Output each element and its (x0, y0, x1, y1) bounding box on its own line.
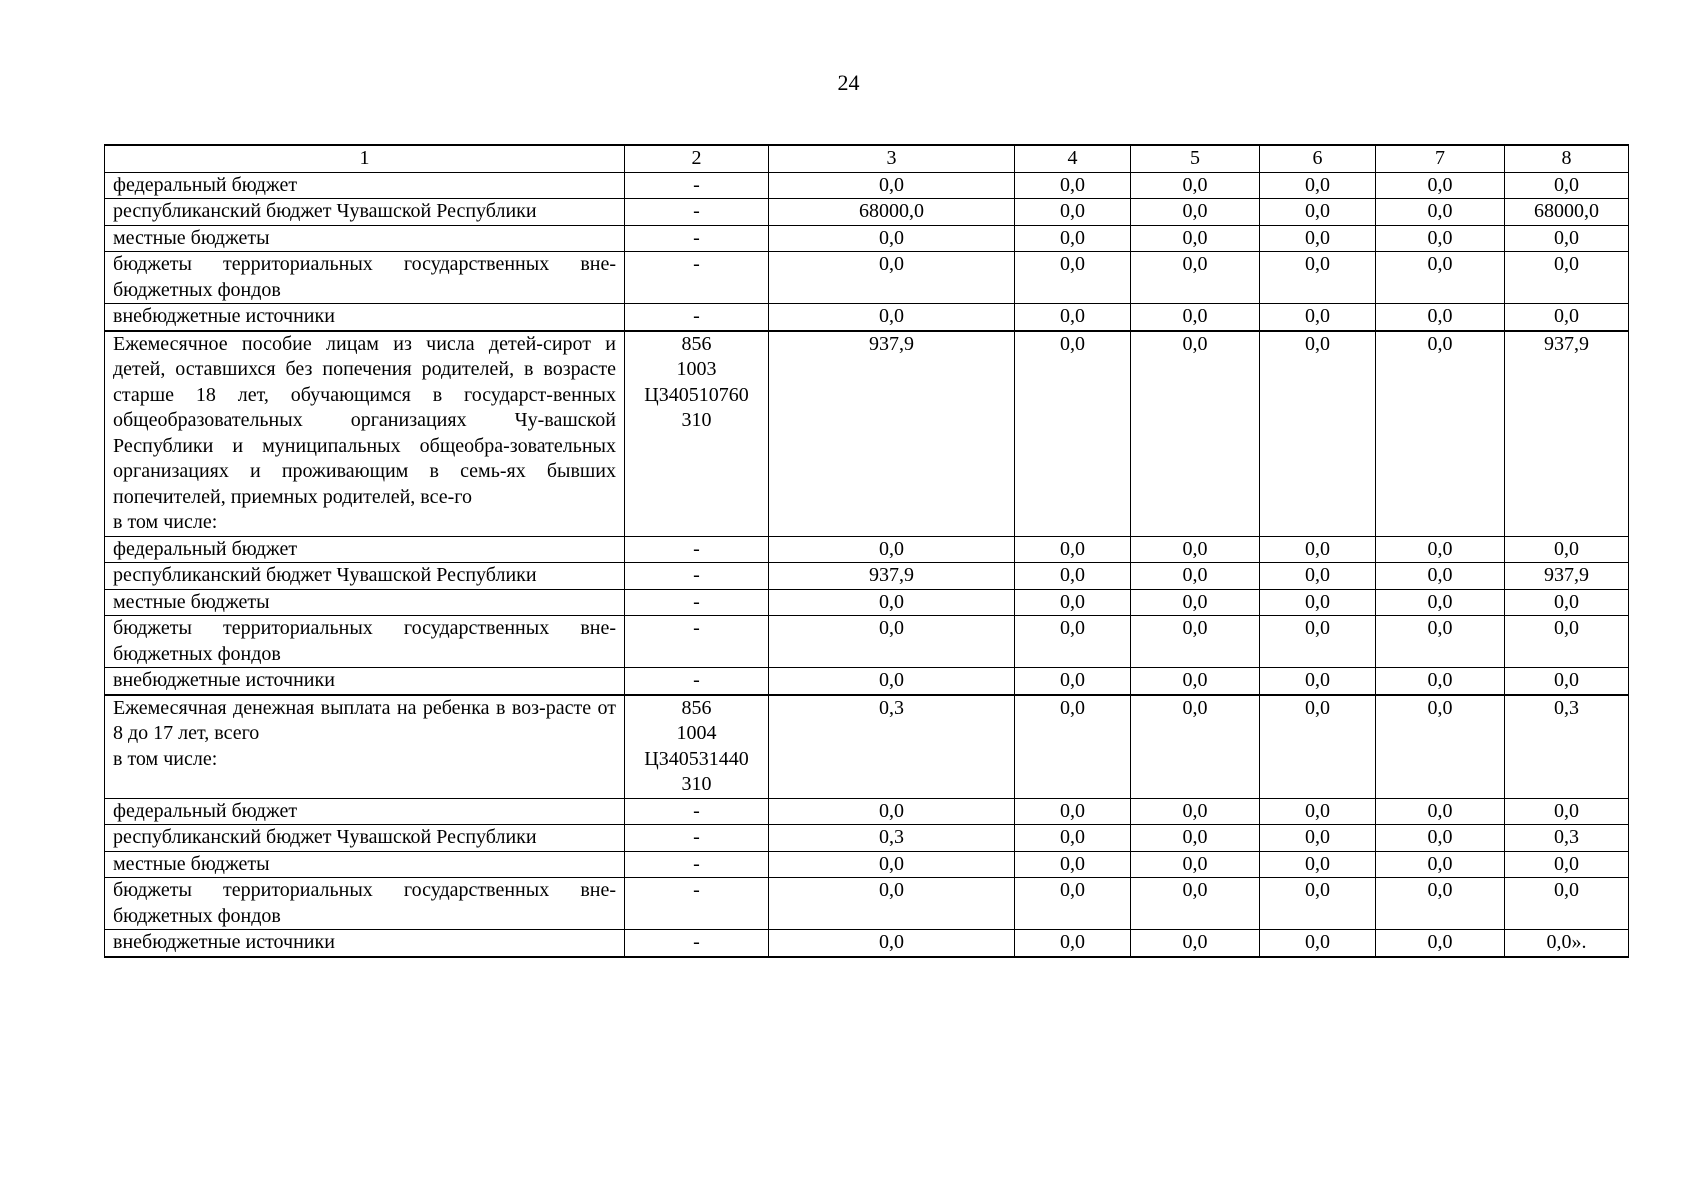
row-value: 0,0 (1505, 878, 1629, 930)
table-row (105, 695, 1629, 799)
row-value: 0,0 (769, 225, 1015, 252)
row-name-text: федеральный бюджет (113, 537, 298, 560)
row-name-text: республиканский бюджет Чувашской Республики (113, 200, 537, 222)
row-code: - (625, 225, 769, 252)
row-value: 937,9 (1505, 331, 1629, 537)
table-row (105, 225, 1629, 252)
row-value: 0,0 (1015, 304, 1131, 331)
row-value: 0,0 (1376, 825, 1505, 852)
row-name-text: внебюджетные источники (113, 931, 335, 953)
row-value: 0,0 (1505, 225, 1629, 252)
row-value: 0,0 (1505, 668, 1629, 695)
row-value: 0,0 (1015, 252, 1131, 304)
row-value: 0,0 (1376, 563, 1505, 590)
row-name (105, 225, 625, 252)
table-row (105, 851, 1629, 878)
row-sub-label: в том числе: (113, 747, 218, 770)
column-number: 4 (1015, 145, 1131, 172)
row-name-text: внебюджетные источники (113, 669, 335, 691)
row-value: 0,0 (1015, 851, 1131, 878)
row-value: 0,0 (1015, 930, 1131, 957)
row-name (105, 199, 625, 226)
row-value: 0,0 (1131, 225, 1260, 252)
row-name-text: местные бюджеты (113, 590, 270, 613)
row-value: 68000,0 (769, 199, 1015, 226)
row-value: 0,0 (1505, 304, 1629, 331)
table-row (105, 563, 1629, 590)
row-value: 0,0 (1015, 616, 1131, 668)
column-number: 8 (1505, 145, 1629, 172)
row-value: 0,3 (769, 825, 1015, 852)
row-code: - (625, 563, 769, 590)
table-row (105, 199, 1629, 226)
table-row (105, 668, 1629, 695)
budget-table (104, 144, 1629, 958)
row-value: 0,0 (1131, 695, 1260, 799)
row-value: 0,0 (769, 616, 1015, 668)
row-name-text: республиканский бюджет Чувашской Республики (113, 826, 537, 848)
row-name (105, 851, 625, 878)
row-code: - (625, 668, 769, 695)
row-value: 0,0 (1131, 930, 1260, 957)
row-name (105, 304, 625, 331)
row-value: 937,9 (1505, 563, 1629, 590)
row-value: 0,0 (1376, 616, 1505, 668)
row-code: - (625, 172, 769, 199)
row-value: 0,0 (1376, 930, 1505, 957)
row-value: 0,0 (1376, 225, 1505, 252)
row-name (105, 695, 625, 799)
row-value: 0,0 (1376, 331, 1505, 537)
table-row (105, 536, 1629, 563)
row-value: 0,0 (1131, 668, 1260, 695)
row-value: 0,0 (1131, 825, 1260, 852)
row-value: 0,0 (1505, 172, 1629, 199)
row-value: 0,0 (1131, 172, 1260, 199)
table-row (105, 878, 1629, 930)
row-value: 0,0 (1376, 695, 1505, 799)
row-value: 0,0». (1505, 930, 1629, 957)
row-code: - (625, 851, 769, 878)
row-value: 0,0 (1376, 199, 1505, 226)
row-code: - (625, 930, 769, 957)
row-name-text: местные бюджеты (113, 852, 270, 875)
row-value: 0,0 (769, 304, 1015, 331)
row-value: 937,9 (769, 563, 1015, 590)
row-name-text: федеральный бюджет (113, 173, 298, 196)
row-value: 0,0 (769, 536, 1015, 563)
row-value: 68000,0 (1505, 199, 1629, 226)
row-value: 0,0 (1376, 252, 1505, 304)
row-value: 0,0 (1260, 930, 1376, 957)
row-value: 0,0 (1376, 878, 1505, 930)
table-row (105, 252, 1629, 304)
row-value: 0,0 (1015, 695, 1131, 799)
row-value: 937,9 (769, 331, 1015, 537)
row-value: 0,0 (1260, 825, 1376, 852)
row-value: 0,0 (1015, 668, 1131, 695)
column-number: 1 (105, 145, 625, 172)
row-value: 0,0 (769, 668, 1015, 695)
row-value: 0,0 (1260, 304, 1376, 331)
row-value: 0,0 (1015, 536, 1131, 563)
page-number: 24 (837, 70, 860, 95)
table-row (105, 172, 1629, 199)
row-value: 0,0 (769, 851, 1015, 878)
row-code: 856 1003 Ц340510760 310 (625, 331, 769, 537)
row-name-text: бюджеты территориальных государственных вне-бюджетных фондов (113, 879, 616, 927)
row-value: 0,0 (769, 589, 1015, 616)
table-row (105, 331, 1629, 537)
row-code: - (625, 252, 769, 304)
row-value: 0,0 (1505, 252, 1629, 304)
row-value: 0,3 (1505, 695, 1629, 799)
table-row (105, 616, 1629, 668)
row-code: - (625, 825, 769, 852)
row-value: 0,0 (1260, 589, 1376, 616)
row-value: 0,0 (1260, 536, 1376, 563)
row-value: 0,0 (1260, 172, 1376, 199)
row-value: 0,0 (1376, 304, 1505, 331)
row-name (105, 930, 625, 957)
row-name (105, 252, 625, 304)
row-value: 0,0 (1505, 798, 1629, 825)
row-name (105, 878, 625, 930)
row-value: 0,0 (1505, 536, 1629, 563)
row-value: 0,0 (769, 172, 1015, 199)
row-value: 0,0 (1376, 536, 1505, 563)
row-name (105, 331, 625, 537)
row-value: 0,0 (1015, 589, 1131, 616)
row-name-text: республиканский бюджет Чувашской Республики (113, 564, 537, 586)
row-value: 0,0 (1376, 851, 1505, 878)
row-code: - (625, 798, 769, 825)
row-value: 0,0 (769, 878, 1015, 930)
table-row (105, 798, 1629, 825)
row-value: 0,0 (1376, 798, 1505, 825)
row-value: 0,0 (1376, 589, 1505, 616)
column-number: 3 (769, 145, 1015, 172)
row-value: 0,0 (1260, 616, 1376, 668)
row-value: 0,0 (1131, 331, 1260, 537)
row-value: 0,0 (1376, 172, 1505, 199)
table-body (105, 172, 1629, 957)
column-number: 5 (1131, 145, 1260, 172)
row-value: 0,0 (1376, 668, 1505, 695)
row-value: 0,0 (1260, 252, 1376, 304)
row-value: 0,0 (769, 798, 1015, 825)
row-name-text: местные бюджеты (113, 226, 270, 249)
row-code: - (625, 616, 769, 668)
row-value: 0,0 (1505, 589, 1629, 616)
row-name (105, 589, 625, 616)
row-name (105, 536, 625, 563)
row-value: 0,0 (1131, 199, 1260, 226)
row-sub-label: в том числе: (113, 511, 218, 533)
row-value: 0,0 (1131, 536, 1260, 563)
row-value: 0,0 (1260, 878, 1376, 930)
row-name (105, 172, 625, 199)
row-name-text: внебюджетные источники (113, 305, 335, 327)
row-value: 0,0 (1131, 589, 1260, 616)
row-name-text: бюджеты территориальных государственных вне-бюджетных фондов (113, 253, 616, 301)
row-value: 0,0 (1015, 199, 1131, 226)
row-code: - (625, 304, 769, 331)
row-code: 856 1004 Ц340531440 310 (625, 695, 769, 799)
table-row (105, 930, 1629, 957)
row-value: 0,0 (1015, 798, 1131, 825)
row-value: 0,0 (1015, 878, 1131, 930)
row-value: 0,0 (1131, 878, 1260, 930)
row-value: 0,0 (1260, 798, 1376, 825)
row-value: 0,0 (1260, 225, 1376, 252)
row-value: 0,3 (769, 695, 1015, 799)
row-value: 0,0 (1260, 563, 1376, 590)
column-number: 6 (1260, 145, 1376, 172)
row-value: 0,0 (1260, 695, 1376, 799)
table-row (105, 589, 1629, 616)
row-name (105, 798, 625, 825)
row-value: 0,0 (1260, 331, 1376, 537)
row-name (105, 825, 625, 852)
row-name (105, 616, 625, 668)
row-value: 0,0 (1131, 616, 1260, 668)
row-value: 0,0 (1131, 798, 1260, 825)
row-value: 0,0 (1260, 668, 1376, 695)
row-code: - (625, 878, 769, 930)
table-row (105, 825, 1629, 852)
row-value: 0,0 (1505, 616, 1629, 668)
row-name-text: Ежемесячная денежная выплата на ребенка в воз-расте от 8 до 17 лет, всего (113, 696, 616, 744)
row-code: - (625, 536, 769, 563)
row-value: 0,0 (1131, 252, 1260, 304)
row-value: 0,0 (769, 252, 1015, 304)
row-value: 0,0 (1015, 225, 1131, 252)
row-value: 0,0 (1131, 851, 1260, 878)
row-value: 0,0 (1131, 304, 1260, 331)
row-value: 0,0 (1015, 825, 1131, 852)
row-code: - (625, 589, 769, 616)
row-value: 0,3 (1505, 825, 1629, 852)
row-value: 0,0 (1505, 851, 1629, 878)
row-code: - (625, 199, 769, 226)
row-name-text: Ежемесячное пособие лицам из числа детей-сирот и детей, оставшихся без попечения родителей, в возрасте старше 18 лет, обучающимся в государст-венных общеобразовательных организациях Чу-вашской Республики и муниципальных общеобра-зовательных организациях и проживающим в семь-ях бывших попечителей, приемных родителей, все-го (113, 332, 616, 508)
row-name-text: федеральный бюджет (113, 799, 298, 822)
row-value: 0,0 (769, 930, 1015, 957)
column-number: 2 (625, 145, 769, 172)
column-number-row (105, 145, 1629, 172)
row-value: 0,0 (1131, 563, 1260, 590)
row-value: 0,0 (1260, 851, 1376, 878)
row-value: 0,0 (1015, 172, 1131, 199)
row-name (105, 563, 625, 590)
row-value: 0,0 (1260, 199, 1376, 226)
row-value: 0,0 (1015, 331, 1131, 537)
table-row (105, 304, 1629, 331)
row-value: 0,0 (1015, 563, 1131, 590)
row-name (105, 668, 625, 695)
column-number: 7 (1376, 145, 1505, 172)
row-name-text: бюджеты территориальных государственных вне-бюджетных фондов (113, 617, 616, 665)
